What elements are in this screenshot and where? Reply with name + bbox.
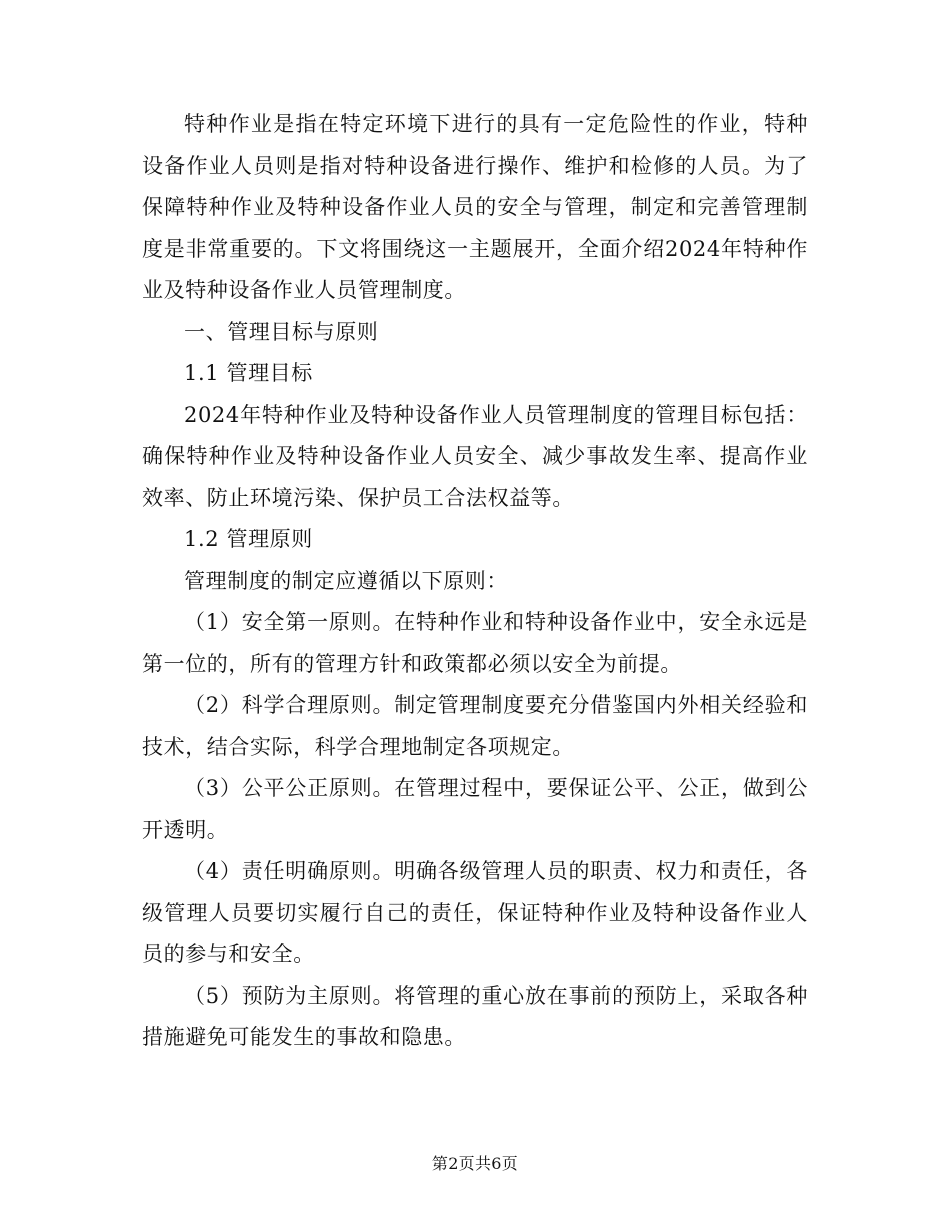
principle-item-5: （5）预防为主原则。将管理的重心放在事前的预防上，采取各种措施避免可能发生的事故和隐患。 xyxy=(142,983,808,1049)
page-number: 第2页共6页 xyxy=(431,1154,519,1173)
principles-intro: 管理制度的制定应遵循以下原则： xyxy=(184,568,508,593)
subsection-heading-goals: 1.1 管理目标 xyxy=(184,361,313,385)
intro-paragraph: 特种作业是指在特定环境下进行的具有一定危险性的作业，特种设备作业人员则是指对特种设备进行操作、维护和检修的人员。为了保障特种作业及特种设备作业人员的安全与管理，制定和完善管理制度是非常重要的。下文将围绕这一主题展开，全面介绍2024年特种作业及特种设备作业人员管理制度。 xyxy=(142,112,808,302)
principle-item-1: （1）安全第一原则。在特种作业和特种设备作业中，安全永远是第一位的，所有的管理方针和政策都必须以安全为前提。 xyxy=(142,610,808,676)
goals-paragraph: 2024年特种作业及特种设备作业人员管理制度的管理目标包括：确保特种作业及特种设备作业人员安全、减少事故发生率、提高作业效率、防止环境污染、保护员工合法权益等。 xyxy=(142,402,808,510)
subsection-heading-principles: 1.2 管理原则 xyxy=(184,527,313,551)
principle-item-4: （4）责任明确原则。明确各级管理人员的职责、权力和责任，各级管理人员要切实履行自己的责任，保证特种作业及特种设备作业人员的参与和安全。 xyxy=(142,859,808,966)
principle-item-3: （3）公平公正原则。在管理过程中，要保证公平、公正，做到公开透明。 xyxy=(142,776,808,842)
document-body xyxy=(142,104,808,1059)
principle-item-2: （2）科学合理原则。制定管理制度要充分借鉴国内外相关经验和技术，结合实际，科学合理地制定各项规定。 xyxy=(142,693,808,759)
section-heading: 一、管理目标与原则 xyxy=(184,319,379,344)
